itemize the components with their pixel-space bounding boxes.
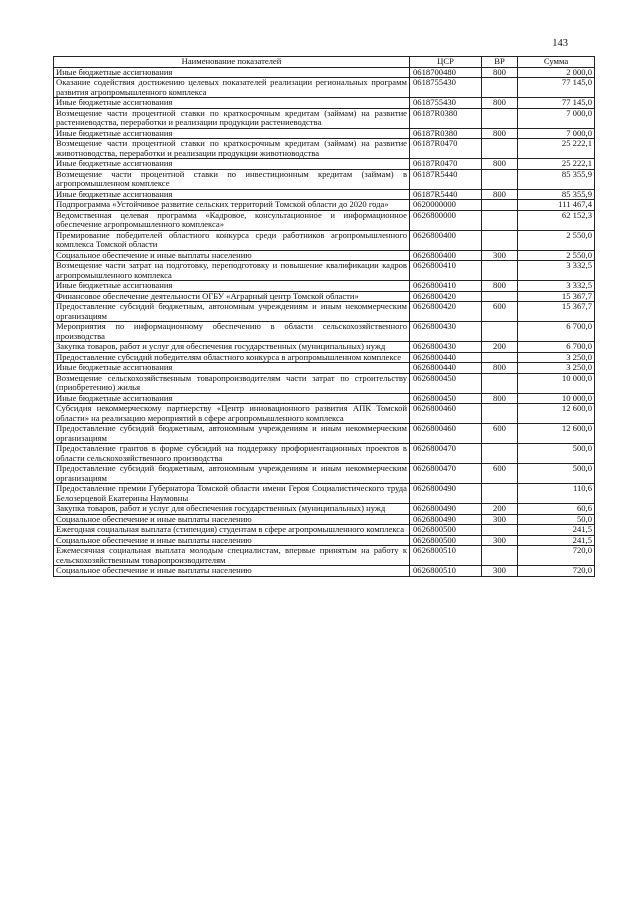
cell-csr: 0626800400 <box>410 250 482 261</box>
cell-sum: 7 000,0 <box>518 128 595 139</box>
cell-vr: 300 <box>482 566 518 577</box>
cell-name: Ежегодная социальная выплата (стипендия) студентам в сфере агропромышленного комплекса <box>54 525 410 536</box>
cell-sum: 15 367,7 <box>518 302 595 322</box>
cell-sum: 110,6 <box>518 484 595 504</box>
cell-csr: 06187R5440 <box>410 189 482 200</box>
table-row <box>54 444 595 464</box>
cell-sum: 111 467,4 <box>518 200 595 211</box>
table-row <box>54 546 595 566</box>
cell-vr <box>482 322 518 342</box>
cell-name: Предоставление субсидий бюджетным, автономным учреждениям и иным некоммерческим организациям <box>54 464 410 484</box>
table-header-row <box>54 57 595 68</box>
cell-csr: 0626800500 <box>410 525 482 536</box>
cell-sum: 60,6 <box>518 504 595 515</box>
cell-name: Предоставление субсидий бюджетным, автономным учреждениям и иным некоммерческим организациям <box>54 424 410 444</box>
cell-name: Закупка товаров, работ и услуг для обеспечения государственных (муниципальных) нужд <box>54 504 410 515</box>
cell-vr: 800 <box>482 393 518 404</box>
cell-sum: 12 600,0 <box>518 424 595 444</box>
cell-csr: 0626800510 <box>410 546 482 566</box>
table-row <box>54 514 595 525</box>
table-row <box>54 230 595 250</box>
cell-name: Иные бюджетные ассигнования <box>54 98 410 109</box>
cell-name: Мероприятия по информационному обеспечению в области сельскохозяйственного производства <box>54 322 410 342</box>
cell-name: Финансовое обеспечение деятельности ОГБУ «Аграрный центр Томской области» <box>54 291 410 302</box>
cell-csr: 0618700480 <box>410 67 482 78</box>
cell-vr <box>482 261 518 281</box>
table-row <box>54 108 595 128</box>
table-row <box>54 464 595 484</box>
cell-name: Иные бюджетные ассигнования <box>54 67 410 78</box>
cell-vr: 300 <box>482 250 518 261</box>
table-row <box>54 291 595 302</box>
cell-vr <box>482 291 518 302</box>
cell-csr: 0626800430 <box>410 322 482 342</box>
cell-vr <box>482 352 518 363</box>
cell-sum: 3 250,0 <box>518 352 595 363</box>
cell-vr: 200 <box>482 504 518 515</box>
cell-csr: 0626800000 <box>410 210 482 230</box>
cell-name: Предоставление субсидий бюджетным, автономным учреждениям и иным некоммерческим организациям <box>54 302 410 322</box>
table-row <box>54 128 595 139</box>
cell-name: Премирование победителей областного конкурса среди работников агропромышленного комплекса Томской области <box>54 230 410 250</box>
cell-csr: 0626800470 <box>410 444 482 464</box>
cell-sum: 12 600,0 <box>518 404 595 424</box>
cell-csr: 0626800490 <box>410 504 482 515</box>
cell-sum: 2 550,0 <box>518 250 595 261</box>
cell-sum: 85 355,9 <box>518 169 595 189</box>
cell-name: Иные бюджетные ассигнования <box>54 189 410 200</box>
table-row <box>54 535 595 546</box>
table-row <box>54 281 595 292</box>
cell-csr: 06187R0380 <box>410 108 482 128</box>
cell-csr: 0626800400 <box>410 230 482 250</box>
cell-csr: 0626800410 <box>410 261 482 281</box>
cell-csr: 0626800510 <box>410 566 482 577</box>
cell-csr: 0626800420 <box>410 302 482 322</box>
cell-vr <box>482 525 518 536</box>
cell-sum: 7 000,0 <box>518 108 595 128</box>
cell-csr: 0626800410 <box>410 281 482 292</box>
header-name: Наименование показателей <box>54 57 410 68</box>
cell-vr: 300 <box>482 514 518 525</box>
cell-sum: 241,5 <box>518 535 595 546</box>
table-row <box>54 250 595 261</box>
cell-vr: 300 <box>482 535 518 546</box>
cell-name: Предоставление премии Губернатора Томской области имени Героя Социалистического труда Белозерцевой Екатерины Наумовны <box>54 484 410 504</box>
cell-vr: 800 <box>482 281 518 292</box>
cell-vr: 200 <box>482 342 518 353</box>
table-row <box>54 484 595 504</box>
cell-sum: 500,0 <box>518 444 595 464</box>
table-row <box>54 200 595 211</box>
header-csr: ЦСР <box>410 57 482 68</box>
cell-sum: 10 000,0 <box>518 393 595 404</box>
cell-vr: 600 <box>482 464 518 484</box>
table-row <box>54 525 595 536</box>
cell-csr: 0626800440 <box>410 352 482 363</box>
cell-sum: 2 000,0 <box>518 67 595 78</box>
cell-sum: 3 332,5 <box>518 261 595 281</box>
cell-vr: 800 <box>482 189 518 200</box>
cell-csr: 0626800470 <box>410 464 482 484</box>
cell-name: Подпрограмма «Устойчивое развитие сельских территорий Томской области до 2020 года» <box>54 200 410 211</box>
cell-vr <box>482 200 518 211</box>
cell-vr: 800 <box>482 159 518 170</box>
cell-name: Возмещение части процентной ставки по инвестиционным кредитам (займам) в агропромышленном комплексе <box>54 169 410 189</box>
page-number: 143 <box>552 38 568 49</box>
cell-vr: 600 <box>482 424 518 444</box>
cell-vr <box>482 444 518 464</box>
table-row <box>54 373 595 393</box>
cell-sum: 77 145,0 <box>518 78 595 98</box>
cell-sum: 62 152,3 <box>518 210 595 230</box>
cell-name: Иные бюджетные ассигнования <box>54 281 410 292</box>
cell-vr <box>482 484 518 504</box>
cell-name: Возмещение части процентной ставки по краткосрочным кредитам (займам) на развитие растениеводства, переработки и реализации продукции растениеводства <box>54 108 410 128</box>
cell-vr <box>482 139 518 159</box>
cell-sum: 500,0 <box>518 464 595 484</box>
cell-csr: 0626800430 <box>410 342 482 353</box>
cell-sum: 85 355,9 <box>518 189 595 200</box>
cell-csr: 06187R0470 <box>410 159 482 170</box>
cell-vr: 800 <box>482 98 518 109</box>
cell-vr <box>482 210 518 230</box>
table-row <box>54 566 595 577</box>
budget-table <box>53 56 595 577</box>
cell-csr: 06187R0380 <box>410 128 482 139</box>
cell-name: Возмещение части затрат на подготовку, переподготовку и повышение квалификации кадров агропромышленного комплекса <box>54 261 410 281</box>
table-row <box>54 363 595 374</box>
cell-sum: 77 145,0 <box>518 98 595 109</box>
header-vr: ВР <box>482 57 518 68</box>
cell-csr: 0626800490 <box>410 484 482 504</box>
table-row <box>54 169 595 189</box>
cell-sum: 6 700,0 <box>518 322 595 342</box>
cell-vr <box>482 230 518 250</box>
cell-csr: 0618755430 <box>410 78 482 98</box>
cell-sum: 25 222,1 <box>518 159 595 170</box>
cell-vr <box>482 108 518 128</box>
table-row <box>54 189 595 200</box>
cell-name: Иные бюджетные ассигнования <box>54 393 410 404</box>
table-row <box>54 424 595 444</box>
cell-vr <box>482 404 518 424</box>
cell-name: Предоставление субсидий победителям областного конкурса в агропромышленном комплексе <box>54 352 410 363</box>
cell-sum: 3 250,0 <box>518 363 595 374</box>
cell-name: Иные бюджетные ассигнования <box>54 159 410 170</box>
cell-csr: 0618755430 <box>410 98 482 109</box>
cell-csr: 0626800490 <box>410 514 482 525</box>
cell-sum: 3 332,5 <box>518 281 595 292</box>
table-row <box>54 302 595 322</box>
cell-csr: 0626800420 <box>410 291 482 302</box>
cell-name: Оказание содействия достижению целевых показателей реализации региональных программ развития агропромышленного комплекса <box>54 78 410 98</box>
cell-name: Ведомственная целевая программа «Кадровое, консультационное и информационное обеспечение агропромышленного комплекса» <box>54 210 410 230</box>
cell-sum: 241,5 <box>518 525 595 536</box>
cell-csr: 0626800440 <box>410 363 482 374</box>
cell-csr: 0626800450 <box>410 393 482 404</box>
table-row <box>54 78 595 98</box>
table-row <box>54 210 595 230</box>
cell-csr: 0626800450 <box>410 373 482 393</box>
table-row <box>54 139 595 159</box>
cell-vr <box>482 373 518 393</box>
table-row <box>54 404 595 424</box>
cell-name: Возмещение части процентной ставки по краткосрочным кредитам (займам) на развитие животноводства, переработки и реализации продукции животноводства <box>54 139 410 159</box>
cell-csr: 0620000000 <box>410 200 482 211</box>
cell-vr: 800 <box>482 363 518 374</box>
cell-csr: 0626800460 <box>410 404 482 424</box>
cell-vr <box>482 546 518 566</box>
table-row <box>54 342 595 353</box>
table-row <box>54 393 595 404</box>
cell-csr: 0626800500 <box>410 535 482 546</box>
cell-name: Субсидия некоммерческому партнерству «Центр инновационного развития АПК Томской области» на реализацию мероприятий в сфере агропромышленного комплекса <box>54 404 410 424</box>
table-row <box>54 504 595 515</box>
cell-sum: 720,0 <box>518 546 595 566</box>
cell-name: Социальное обеспечение и иные выплаты населению <box>54 566 410 577</box>
table-row <box>54 261 595 281</box>
cell-vr <box>482 169 518 189</box>
cell-name: Социальное обеспечение и иные выплаты населению <box>54 514 410 525</box>
cell-sum: 50,0 <box>518 514 595 525</box>
header-sum: Сумма <box>518 57 595 68</box>
cell-name: Ежемесячная социальная выплата молодым специалистам, впервые принятым на работу к сельскохозяйственным товаропроизводителям <box>54 546 410 566</box>
cell-csr: 06187R5440 <box>410 169 482 189</box>
cell-sum: 6 700,0 <box>518 342 595 353</box>
table-body <box>54 67 595 576</box>
table-row <box>54 322 595 342</box>
cell-vr: 800 <box>482 128 518 139</box>
cell-sum: 15 367,7 <box>518 291 595 302</box>
cell-vr: 800 <box>482 67 518 78</box>
table-row <box>54 159 595 170</box>
cell-sum: 2 550,0 <box>518 230 595 250</box>
cell-name: Возмещение сельскохозяйственным товаропроизводителям части затрат по строительству (приобретению) жилья <box>54 373 410 393</box>
cell-sum: 25 222,1 <box>518 139 595 159</box>
cell-vr: 600 <box>482 302 518 322</box>
cell-name: Закупка товаров, работ и услуг для обеспечения государственных (муниципальных) нужд <box>54 342 410 353</box>
cell-name: Иные бюджетные ассигнования <box>54 363 410 374</box>
table-row <box>54 352 595 363</box>
cell-vr <box>482 78 518 98</box>
table-row <box>54 98 595 109</box>
cell-sum: 10 000,0 <box>518 373 595 393</box>
cell-name: Социальное обеспечение и иные выплаты населению <box>54 535 410 546</box>
cell-csr: 0626800460 <box>410 424 482 444</box>
cell-name: Предоставление грантов в форме субсидий на поддержку профориентационных проектов в области сельскохозяйственного производства <box>54 444 410 464</box>
table-row <box>54 67 595 78</box>
cell-csr: 06187R0470 <box>410 139 482 159</box>
cell-name: Иные бюджетные ассигнования <box>54 128 410 139</box>
cell-name: Социальное обеспечение и иные выплаты населению <box>54 250 410 261</box>
cell-sum: 720,0 <box>518 566 595 577</box>
